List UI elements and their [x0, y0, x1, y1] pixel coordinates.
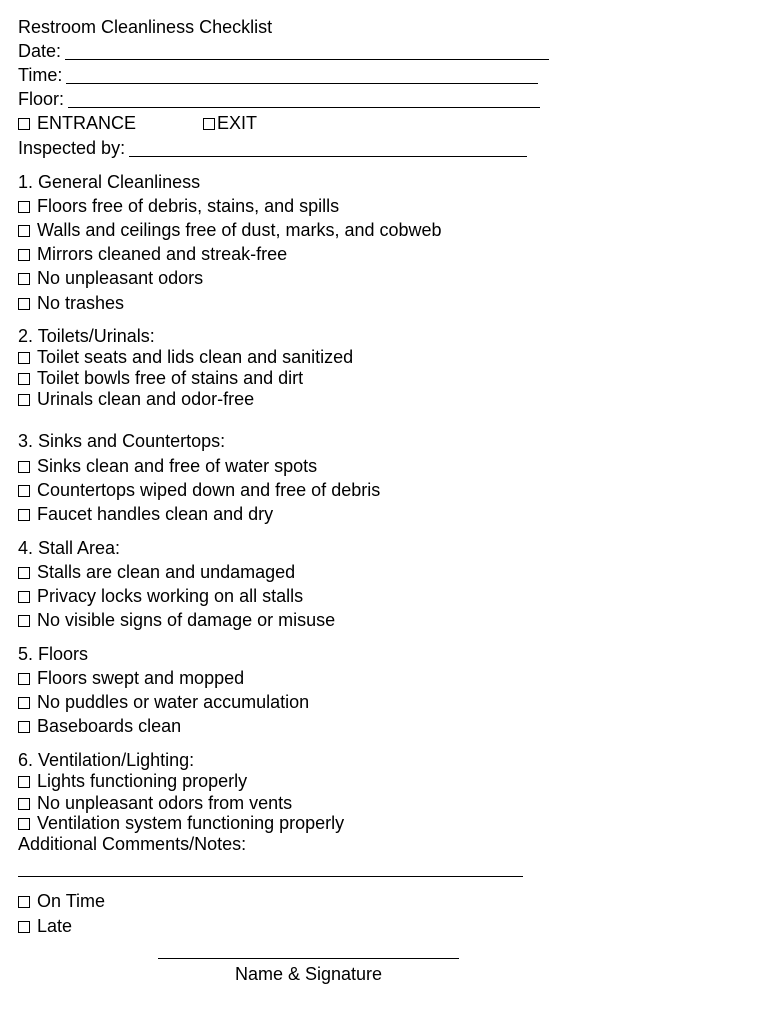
item-label: Urinals clean and odor-free: [37, 389, 255, 409]
checklist-item[interactable]: [18, 479, 380, 501]
item-label: Faucet handles clean and dry: [37, 504, 274, 524]
item-label: Stalls are clean and undamaged: [37, 562, 296, 582]
inspected-field[interactable]: [129, 140, 527, 157]
item-checkbox[interactable]: [18, 373, 30, 385]
item-checkbox[interactable]: [18, 776, 30, 788]
section-heading: 6. Ventilation/Lighting:: [18, 750, 195, 770]
checklist-item[interactable]: [18, 561, 295, 583]
section-heading: 1. General Cleanliness: [18, 172, 201, 192]
date-row: [18, 40, 549, 62]
item-label: Walls and ceilings free of dust, marks, and cobweb: [37, 220, 442, 240]
entrance-option[interactable]: [18, 112, 136, 134]
checklist-item[interactable]: [18, 219, 442, 241]
checklist-item[interactable]: [18, 243, 287, 265]
late-option[interactable]: [18, 915, 72, 937]
on-time-checkbox[interactable]: [18, 896, 30, 908]
item-label: Floors free of debris, stains, and spills: [37, 196, 340, 216]
checklist-item[interactable]: [18, 388, 254, 410]
floor-field[interactable]: [68, 91, 540, 108]
signature-line[interactable]: [158, 958, 459, 959]
section-heading: 3. Sinks and Countertops:: [18, 431, 226, 451]
item-label: Toilet seats and lids clean and sanitized: [37, 347, 354, 367]
checklist-item[interactable]: [18, 770, 247, 792]
date-label: Date:: [18, 41, 62, 61]
item-checkbox[interactable]: [18, 352, 30, 364]
time-row: [18, 64, 538, 86]
item-checkbox[interactable]: [18, 509, 30, 521]
date-field[interactable]: [65, 43, 549, 60]
exit-label: EXIT: [217, 113, 258, 133]
item-checkbox[interactable]: [18, 273, 30, 285]
checklist-item[interactable]: [18, 691, 309, 713]
exit-checkbox[interactable]: [203, 118, 215, 130]
item-checkbox[interactable]: [18, 818, 30, 830]
checklist-item[interactable]: [18, 195, 339, 217]
item-label: Floors swept and mopped: [37, 668, 245, 688]
entrance-checkbox[interactable]: [18, 118, 30, 130]
item-checkbox[interactable]: [18, 615, 30, 627]
checklist-item[interactable]: [18, 346, 353, 368]
checklist-item[interactable]: [18, 812, 344, 834]
checklist-item[interactable]: [18, 585, 303, 607]
comments-label: Additional Comments/Notes:: [18, 834, 247, 854]
floor-row: [18, 88, 540, 110]
checklist-item[interactable]: [18, 667, 244, 689]
item-checkbox[interactable]: [18, 673, 30, 685]
item-label: No trashes: [37, 293, 125, 313]
item-label: Lights functioning properly: [37, 771, 248, 791]
item-checkbox[interactable]: [18, 249, 30, 261]
item-checkbox[interactable]: [18, 485, 30, 497]
time-label: Time:: [18, 65, 63, 85]
item-checkbox[interactable]: [18, 394, 30, 406]
item-checkbox[interactable]: [18, 225, 30, 237]
item-label: Ventilation system functioning properly: [37, 813, 345, 833]
signature-label: Name & Signature: [234, 964, 383, 984]
item-label: Toilet bowls free of stains and dirt: [37, 368, 304, 388]
checklist-item[interactable]: [18, 455, 317, 477]
late-checkbox[interactable]: [18, 921, 30, 933]
section-heading: 4. Stall Area:: [18, 538, 121, 558]
item-checkbox[interactable]: [18, 201, 30, 213]
checklist-item[interactable]: [18, 715, 181, 737]
on-time-label: On Time: [37, 891, 106, 911]
on-time-option[interactable]: [18, 890, 105, 912]
item-checkbox[interactable]: [18, 591, 30, 603]
checklist-item[interactable]: [18, 292, 124, 314]
item-checkbox[interactable]: [18, 298, 30, 310]
item-label: Sinks clean and free of water spots: [37, 456, 318, 476]
section-heading: 5. Floors: [18, 644, 89, 664]
checklist-item[interactable]: [18, 792, 292, 814]
comments-line[interactable]: [18, 876, 523, 877]
item-label: No visible signs of damage or misuse: [37, 610, 336, 630]
item-checkbox[interactable]: [18, 461, 30, 473]
item-label: No puddles or water accumulation: [37, 692, 310, 712]
late-label: Late: [37, 916, 73, 936]
inspected-label: Inspected by:: [18, 138, 126, 158]
page-title: Restroom Cleanliness Checklist: [18, 17, 273, 37]
item-label: No unpleasant odors: [37, 268, 204, 288]
floor-label: Floor:: [18, 89, 65, 109]
item-checkbox[interactable]: [18, 721, 30, 733]
item-label: Mirrors cleaned and streak-free: [37, 244, 288, 264]
item-checkbox[interactable]: [18, 697, 30, 709]
exit-option[interactable]: [203, 112, 257, 134]
time-field[interactable]: [66, 67, 538, 84]
inspected-row: [18, 137, 527, 159]
item-label: Privacy locks working on all stalls: [37, 586, 304, 606]
item-label: Baseboards clean: [37, 716, 182, 736]
item-checkbox[interactable]: [18, 798, 30, 810]
entrance-label: ENTRANCE: [37, 113, 137, 133]
section-heading: 2. Toilets/Urinals:: [18, 326, 155, 346]
item-label: No unpleasant odors from vents: [37, 793, 293, 813]
checklist-item[interactable]: [18, 503, 273, 525]
checklist-item[interactable]: [18, 367, 303, 389]
checklist-item[interactable]: [18, 609, 335, 631]
item-checkbox[interactable]: [18, 567, 30, 579]
checklist-item[interactable]: [18, 267, 203, 289]
item-label: Countertops wiped down and free of debris: [37, 480, 381, 500]
